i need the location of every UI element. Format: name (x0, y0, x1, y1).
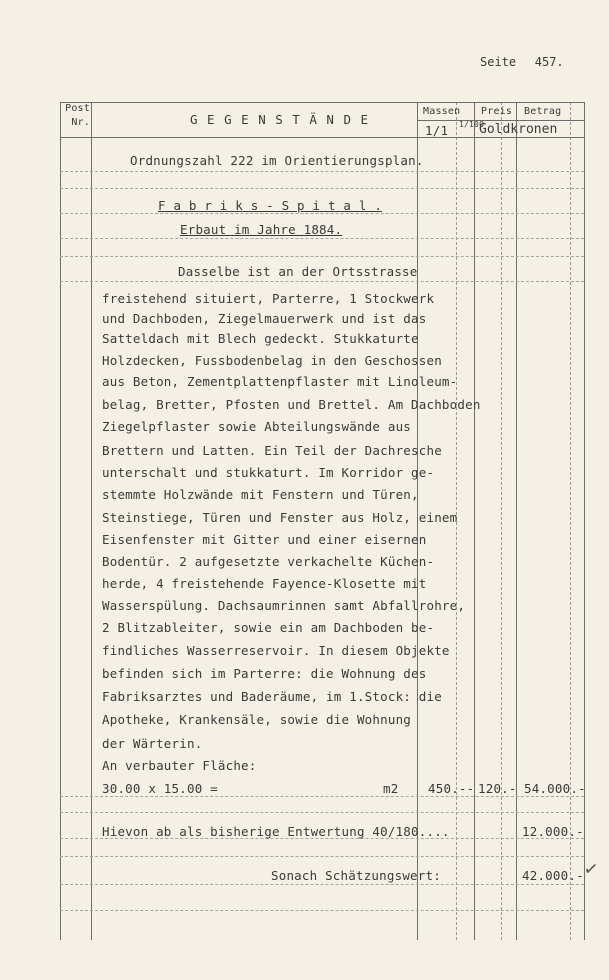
description-line: stemmte Holzwände mit Fenstern und Türen, (102, 487, 419, 502)
row-line (60, 188, 584, 189)
header-currency: Goldkronen (479, 122, 558, 137)
table-top-line (60, 102, 584, 103)
row-line (60, 910, 584, 911)
row-line (60, 812, 584, 813)
row-line (60, 856, 584, 857)
description-line: Fabriksarztes und Baderäume, im 1.Stock: die (102, 689, 442, 704)
table-border-right (584, 102, 585, 940)
description-line: Apotheke, Krankensäle, sowie die Wohnung (102, 712, 412, 727)
description-line: findliches Wasserreservoir. In diesem Objekte (102, 643, 450, 658)
row-line (60, 796, 584, 797)
description-line: aus Beton, Zementplattenpflaster mit Linoleum- (102, 374, 458, 389)
deduction-text: Hievon ab als bisherige Entwertung 40/180.... (102, 824, 450, 839)
area-label: An verbauter Fläche: (102, 758, 257, 773)
column-divider-post (91, 102, 92, 940)
header-gegenstaende: G E G E N S T Ä N D E (190, 112, 370, 127)
row-line (60, 256, 584, 257)
description-line: herde, 4 freistehende Fayence-Klosette mit (102, 576, 427, 591)
page-label: Seite (480, 55, 517, 69)
description-line: Wasserspülung. Dachsaumrinnen samt Abfallrohre, (102, 598, 466, 613)
row-line (60, 238, 584, 239)
header-sub-line (417, 120, 584, 121)
estimated-value-amount: 42.000.- (522, 868, 584, 883)
description-line: Steinstiege, Türen und Fenster aus Holz, einem (102, 510, 458, 525)
deduction-amount: 12.000.- (522, 824, 584, 839)
column-divider-preis-sub (501, 102, 502, 940)
description-line: der Wärterin. (102, 736, 203, 751)
area-mass: 450.-- (428, 781, 475, 796)
description-line: 2 Blitzableiter, sowie ein am Dachboden be- (102, 620, 435, 635)
description-line: Holzdecken, Fussbodenbelag in den Geschossen (102, 353, 442, 368)
description-line: befinden sich im Parterre: die Wohnung des (102, 666, 427, 681)
table-border-left (60, 102, 61, 940)
description-line: unterschalt und stukkaturt. Im Korridor ge- (102, 465, 435, 480)
ordnungszahl-line: Ordnungszahl 222 im Orientierungsplan. (130, 153, 424, 168)
row-line (60, 171, 584, 172)
header-post-nr: Post Nr. (65, 103, 90, 128)
header-bottom-line (60, 137, 584, 138)
description-line: Eisenfenster mit Gitter und einer eisernen (102, 532, 427, 547)
area-unit: m2 (383, 781, 399, 796)
description-line: Ziegelpflaster sowie Abteilungswände aus (102, 419, 412, 434)
page-number-value: 457. (534, 55, 564, 69)
estimated-value-label: Sonach Schätzungswert: (271, 868, 441, 883)
header-preis: Preis (481, 106, 513, 117)
row-line (60, 213, 584, 214)
checkmark-icon: ✓ (583, 855, 599, 881)
header-unit-1-1: 1/1 (425, 123, 449, 138)
column-divider-betrag-sub (570, 102, 571, 940)
description-line: freistehend situiert, Parterre, 1 Stockwerk (102, 291, 435, 306)
header-betrag: Betrag (524, 106, 562, 117)
description-line: Dasselbe ist an der Ortsstrasse (178, 264, 418, 279)
description-line: Satteldach mit Blech gedeckt. Stukkaturte (102, 331, 419, 346)
page-number (480, 55, 564, 69)
header-unit-1-100: 1/100 (459, 120, 485, 129)
description-line: und Dachboden, Ziegelmauerwerk und ist das (102, 311, 427, 326)
column-divider-betrag (516, 102, 517, 940)
column-divider-preis (474, 102, 475, 940)
area-price: 120.- (478, 781, 517, 796)
area-amount: 54.000.- (524, 781, 586, 796)
description-line: Brettern und Latten. Ein Teil der Dachresche (102, 443, 442, 458)
description-line: belag, Bretter, Pfosten und Brettel. Am Dachboden (102, 397, 481, 412)
row-line (60, 281, 584, 282)
area-calculation: 30.00 x 15.00 = (102, 781, 218, 796)
building-title: F a b r i k s - S p i t a l . (158, 198, 383, 213)
row-line (60, 884, 584, 885)
description-line: Bodentür. 2 aufgesetzte verkachelte Küchen- (102, 554, 435, 569)
built-year: Erbaut im Jahre 1884. (180, 222, 343, 237)
header-massen: Massen (423, 106, 461, 117)
